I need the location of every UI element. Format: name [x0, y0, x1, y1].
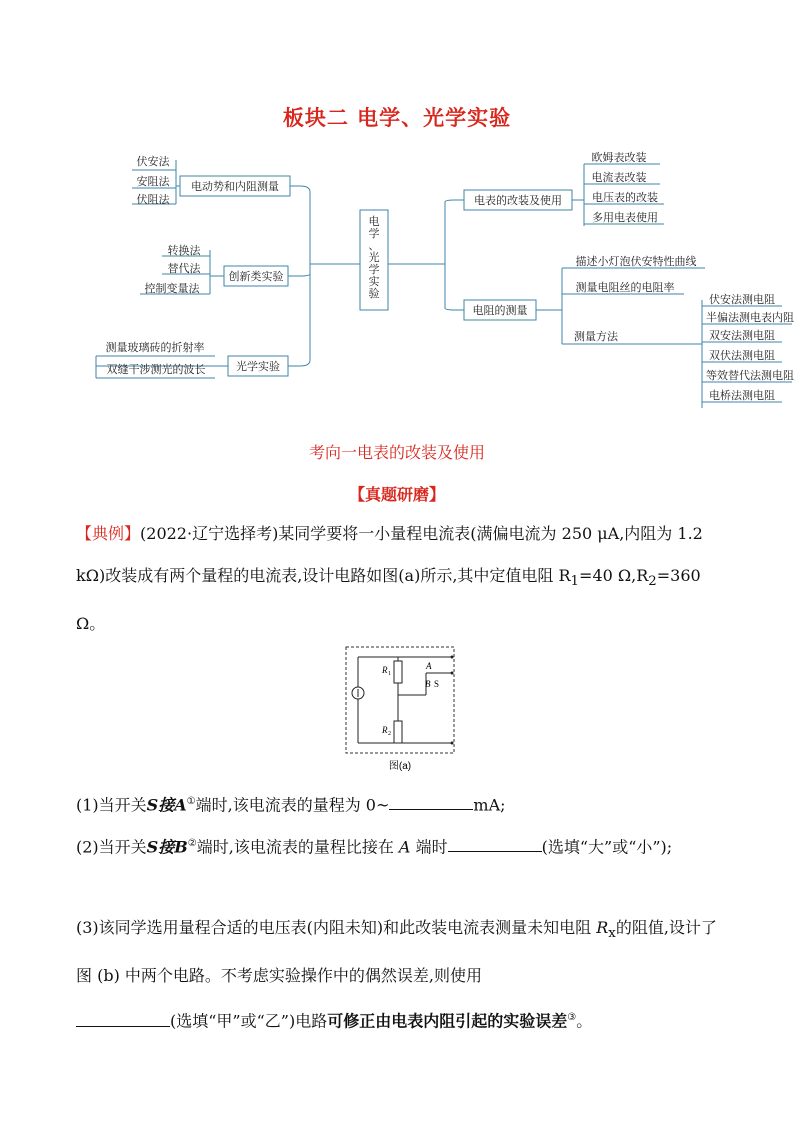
leaf-interference: 双缝干涉测光的波长 — [106, 363, 206, 376]
q2-text-2: 端时 — [415, 837, 448, 857]
leaf-fuan: 伏安法 — [136, 155, 170, 168]
leaf-fuzu: 伏阻法 — [136, 193, 170, 206]
question-3 — [76, 907, 726, 1043]
branch-emf: 电动势和内阻测量 — [191, 180, 279, 193]
terminal-a — [451, 656, 454, 659]
leaf-resistivity: 测量电阻丝的电阻率 — [575, 281, 675, 294]
q2-text: 端时,该电流表的量程比接在 — [196, 837, 394, 857]
leaf-refraction: 测量玻璃砖的折射率 — [105, 341, 205, 354]
leaf-substitution: 替代法 — [167, 262, 201, 275]
r2-value: =360 Ω。 — [76, 566, 701, 634]
question-2 — [76, 823, 726, 868]
r1-label-subscript: 1 — [388, 671, 391, 677]
r2-label-subscript: 2 — [388, 731, 391, 737]
example-paragraph — [76, 513, 726, 645]
q3-text: 的阻值,设计了图 (b) 中两个电路。不考虑实验操作中的偶然误差,则使用 — [76, 918, 717, 986]
question-1 — [76, 781, 726, 826]
q3-bold-phrase: 可修正由电表内阻引起的实验误差 — [327, 1011, 568, 1031]
leaf-voltmeter: 电压表的改装 — [592, 191, 658, 204]
right-connectors — [388, 200, 464, 310]
figure-caption: 图(a) — [388, 761, 412, 772]
center-node-label — [369, 214, 380, 300]
method-half-deflection: 半偏法测电表内阻 — [706, 311, 794, 324]
q1-unit: mA; — [473, 795, 506, 815]
q3-answer-blank[interactable] — [76, 1012, 170, 1027]
example-tag: 【典例】 — [76, 524, 141, 543]
example-text: (2022·辽宁选择考)某同学要将一小量程电流表(满偏电流为 250 μA,内阻为 1.2 kΩ)改装成有两个量程的电流表,设计电路如图(a)所示,其中定值电阻 R — [76, 524, 703, 585]
method-bridge: 电桥法测电阻 — [709, 389, 775, 402]
page-title: 板块二 电学、光学实验 — [282, 106, 512, 130]
leaf-ammeter: 电流表改装 — [591, 171, 647, 184]
terminal-bottom — [451, 742, 454, 745]
r2-resistor — [394, 721, 402, 743]
terminal-s — [451, 672, 454, 675]
branch-optics: 光学实验 — [236, 360, 280, 373]
q2-terminal-a: A — [398, 837, 411, 857]
left-connectors — [288, 186, 360, 366]
q1-footnote-mark: ① — [186, 796, 196, 807]
q2-footnote-mark: ② — [187, 838, 197, 849]
r1-resistor — [394, 661, 402, 683]
q1-answer-blank[interactable] — [389, 795, 473, 810]
method-substitution: 等效替代法测电阻 — [706, 369, 794, 382]
q1-switch-a: S接A — [146, 795, 187, 815]
branch-resistance: 电阻的测量 — [472, 304, 528, 317]
branch-innovation: 创新类实验 — [228, 270, 284, 283]
center-node-char: 学 — [368, 263, 380, 276]
circuit-figure — [340, 643, 460, 775]
q3-rx: R — [596, 918, 609, 937]
r2-subscript: 2 — [648, 574, 657, 590]
q2-answer-blank[interactable] — [448, 837, 542, 852]
leaf-conversion: 转换法 — [167, 244, 201, 257]
label-a: A — [426, 661, 432, 671]
center-node-char: 、 — [368, 239, 380, 252]
leaf-control-variable: 控制变量法 — [144, 282, 200, 295]
method-double-ammeter: 双安法测电阻 — [709, 329, 775, 342]
q3-end: 。 — [576, 1011, 593, 1031]
leaf-multimeter: 多用电表使用 — [592, 211, 658, 224]
leaf-ohmmeter: 欧姆表改装 — [591, 151, 647, 164]
leaf-bulb-curve: 描述小灯泡伏安特性曲线 — [575, 255, 697, 268]
center-node-char: 实 — [368, 275, 380, 288]
r1-subscript: 1 — [570, 574, 580, 590]
section-heading: 考向一电表的改装及使用 — [308, 443, 485, 462]
branch-meter-mod: 电表的改装及使用 — [474, 194, 562, 207]
method-double-voltmeter: 双伏法测电阻 — [709, 349, 775, 362]
label-b: B — [425, 679, 431, 689]
mind-map — [0, 148, 794, 418]
leaf-methods: 测量方法 — [574, 330, 618, 343]
q2-switch-b: S接B — [146, 837, 188, 857]
center-node-char: 学 — [368, 227, 380, 240]
center-node-char: 验 — [368, 287, 380, 300]
center-node-char: 电 — [368, 215, 380, 228]
q3-footnote-mark: ③ — [567, 1012, 577, 1024]
q1-text: 端时,该电流表的量程为 0~ — [195, 795, 390, 815]
method-voltammetry: 伏安法测电阻 — [709, 293, 775, 306]
q3-rx-subscript: x — [608, 926, 616, 942]
subsection-heading: 【真题研磨】 — [348, 485, 445, 504]
r1-value: =40 Ω,R — [579, 566, 649, 585]
center-node-char: 光 — [368, 251, 380, 264]
q2-prefix: (2)当开关 — [76, 837, 147, 857]
q1-prefix: (1)当开关 — [76, 795, 147, 815]
r2-label: R — [382, 725, 388, 735]
label-s: S — [434, 679, 440, 689]
r1-label: R — [382, 665, 388, 675]
resistance-leaf-lines — [536, 268, 705, 344]
q3-prefix: (3)该同学选用量程合适的电压表(内阻未知)和此改装电流表测量未知电阻 — [76, 918, 592, 937]
leaf-anzu: 安阻法 — [136, 175, 170, 188]
q3-options: (选填“甲”或“乙”)电路 — [170, 1011, 328, 1031]
q2-options: (选填“大”或“小”); — [541, 837, 673, 857]
